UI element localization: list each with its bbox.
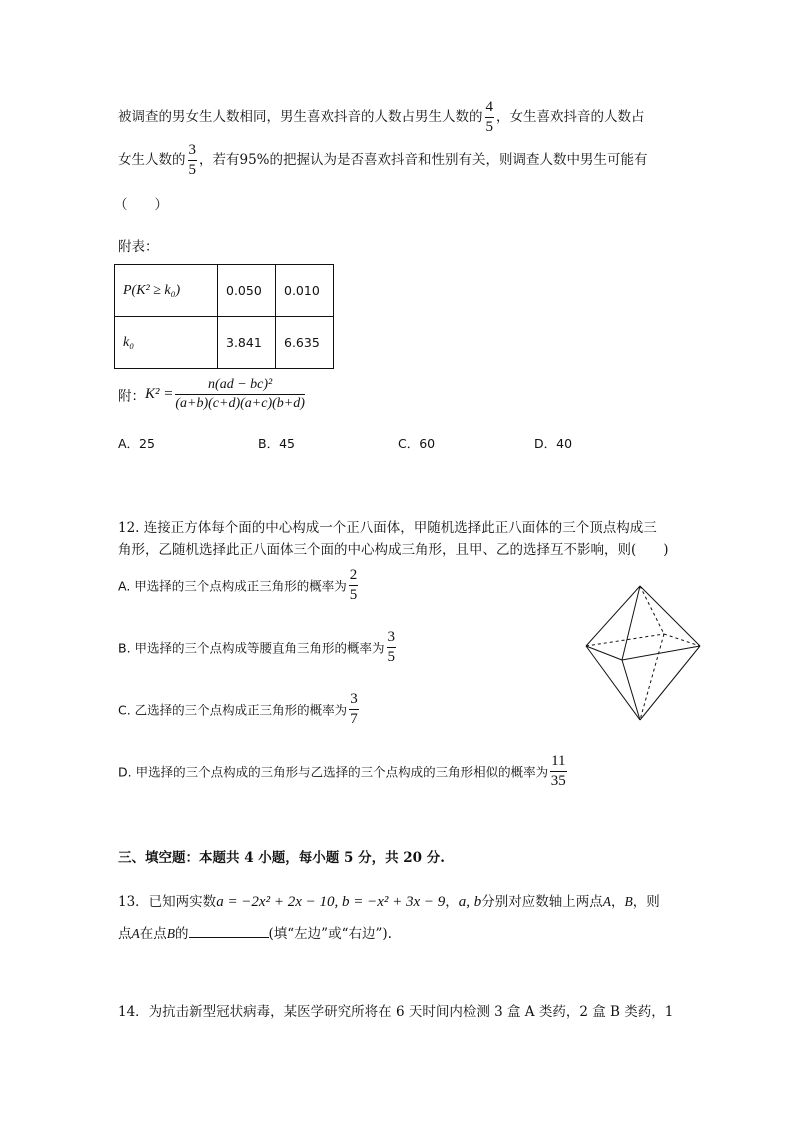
edge bbox=[586, 586, 640, 646]
point-b-label: B bbox=[166, 926, 175, 941]
fraction-denominator: 5 bbox=[188, 162, 196, 178]
q13-text: 的 bbox=[175, 926, 189, 942]
q11-option-c[interactable]: C．60 bbox=[398, 436, 436, 451]
option-fraction bbox=[550, 754, 566, 789]
q13-text: 点 bbox=[118, 926, 132, 942]
q12-option-d[interactable] bbox=[118, 754, 569, 789]
fraction-numerator: 3 bbox=[349, 692, 359, 710]
formula-prefix: 附： bbox=[118, 388, 145, 405]
edge bbox=[622, 646, 700, 660]
q11-line1 bbox=[118, 100, 645, 135]
table-cell: 3.841 bbox=[218, 317, 276, 369]
q13-line1 bbox=[118, 890, 660, 911]
option-fraction bbox=[387, 630, 397, 665]
fraction-denominator: 5 bbox=[387, 649, 396, 665]
k-squared-formula bbox=[118, 378, 307, 411]
q11-line2-text-b: ，若有95%的把握认为是否喜欢抖音和性别有关，则调查人数中男生可能有 bbox=[199, 152, 648, 168]
q11-option-b[interactable]: B．45 bbox=[258, 436, 295, 451]
q12-stem-line1: 12. 连接正方体每个面的中心构成一个正八面体，甲随机选择此正八面体的三个顶点构成三 bbox=[118, 520, 657, 536]
answer-blank[interactable] bbox=[189, 923, 269, 938]
option-fraction bbox=[349, 568, 359, 603]
q11-line1-text-a: 被调查的男女生人数相同，男生喜欢抖音的人数占男生人数的 bbox=[118, 109, 483, 125]
fraction-denominator: 35 bbox=[550, 773, 566, 789]
point-b-label: B bbox=[624, 894, 633, 909]
q12-option-c[interactable] bbox=[118, 692, 361, 727]
fraction-denominator: 5 bbox=[485, 119, 493, 135]
section-heading: 三、填空题：本题共 4 小题，每小题 5 分，共 20 分. bbox=[118, 850, 445, 866]
table-row-label: k₀ bbox=[115, 317, 218, 369]
octahedron-figure bbox=[582, 582, 706, 724]
hidden-edge bbox=[640, 634, 664, 720]
q13-text: ，则 bbox=[632, 894, 660, 910]
hidden-edge bbox=[586, 634, 664, 646]
q13-text: 在点 bbox=[139, 926, 167, 942]
q13-expression: a = −2x² + 2x − 10, b = −x² + 3x − 9 bbox=[216, 894, 446, 910]
table-row bbox=[115, 265, 334, 317]
q13-text: ， bbox=[445, 894, 459, 910]
fraction-numerator: 3 bbox=[188, 143, 198, 161]
table-row bbox=[115, 317, 334, 369]
q11-table-caption: 附表： bbox=[118, 239, 159, 255]
q11-fraction-4-5 bbox=[485, 100, 495, 135]
edge bbox=[586, 646, 640, 720]
table-header-label: P(K² ≥ k₀) bbox=[115, 265, 218, 317]
q13-text: 13．已知两实数 bbox=[118, 894, 217, 910]
q14-line1: 14．为抗击新型冠状病毒，某医学研究所将在 6 天时间内检测 3 盒 A 类药，2 盒 B 类药，1 bbox=[118, 1004, 674, 1020]
fraction-numerator: 3 bbox=[387, 630, 397, 648]
q11-fraction-3-5 bbox=[188, 143, 198, 178]
critical-value-table bbox=[114, 264, 334, 369]
table-cell: 0.010 bbox=[276, 265, 334, 317]
fraction-numerator: 2 bbox=[349, 568, 359, 586]
table-cell: 0.050 bbox=[218, 265, 276, 317]
q11-line2 bbox=[118, 143, 648, 178]
q13-line2 bbox=[118, 922, 392, 942]
q13-text: ， bbox=[611, 894, 625, 910]
edge bbox=[622, 586, 640, 660]
q11-answer-parens: （ ） bbox=[114, 197, 168, 213]
q13-text: (填“左边”或“右边”). bbox=[268, 926, 392, 942]
q12-option-b[interactable] bbox=[118, 630, 398, 665]
edge bbox=[640, 646, 700, 720]
edge bbox=[640, 586, 700, 646]
option-fraction bbox=[349, 692, 359, 727]
option-text: B. 甲选择的三个点构成等腰直角三角形的概率为 bbox=[118, 640, 385, 656]
option-text: D. 甲选择的三个点构成的三角形与乙选择的三个点构成的三角形相似的概率为 bbox=[118, 764, 549, 780]
point-a-label: A bbox=[602, 894, 612, 909]
fraction-denominator: 5 bbox=[349, 587, 358, 603]
option-text: C. 乙选择的三个点构成正三角形的概率为 bbox=[118, 702, 348, 718]
edge bbox=[622, 660, 640, 720]
q11-option-a[interactable]: A．25 bbox=[118, 436, 155, 451]
q13-variables: a, b bbox=[458, 894, 482, 910]
formula-fraction bbox=[175, 378, 305, 411]
q11-option-d[interactable]: D．40 bbox=[534, 436, 573, 451]
fraction-numerator: 11 bbox=[550, 754, 566, 772]
formula-lhs: K² = bbox=[145, 386, 174, 402]
hidden-edge bbox=[640, 586, 664, 634]
fraction-denominator: 7 bbox=[350, 711, 358, 727]
table-cell: 6.635 bbox=[276, 317, 334, 369]
q11-line1-text-b: ，女生喜欢抖音的人数占 bbox=[496, 109, 645, 125]
formula-denominator: (a+b)(c+d)(a+c)(b+d) bbox=[175, 396, 305, 411]
option-text: A. 甲选择的三个点构成正三角形的概率为 bbox=[118, 578, 347, 594]
fraction-numerator: 4 bbox=[485, 100, 495, 118]
q12-option-a[interactable] bbox=[118, 568, 360, 603]
q13-text: 分别对应数轴上两点 bbox=[481, 894, 603, 910]
q12-stem-line2: 角形，乙随机选择此正八面体三个面的中心构成三角形，且甲、乙的选择互不影响，则( ) bbox=[118, 542, 669, 558]
point-a-label: A bbox=[131, 926, 140, 941]
q11-line2-text-a: 女生人数的 bbox=[118, 152, 186, 168]
formula-numerator: n(ad − bc)² bbox=[175, 378, 305, 395]
